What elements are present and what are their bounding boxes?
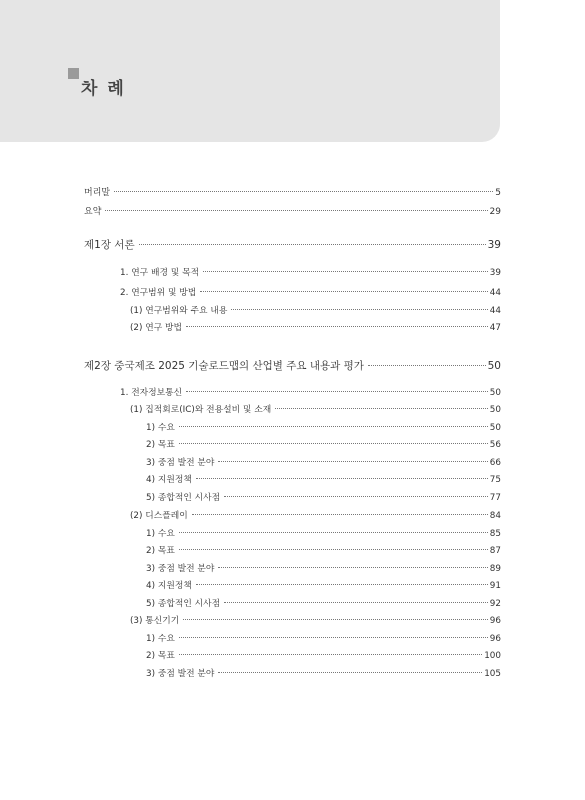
toc-entry-label: 5) 종합적인 시사점 [146, 599, 221, 609]
toc-chapter[interactable] [84, 358, 501, 373]
dot-leader [183, 619, 488, 620]
dot-leader [186, 326, 488, 327]
toc-entry-page: 91 [489, 581, 501, 591]
toc-entry-page: 44 [489, 288, 501, 298]
toc-entry-label: 2) 목표 [146, 440, 175, 450]
dot-leader [179, 654, 482, 655]
toc-entry-label: (2) 연구 방법 [130, 323, 183, 333]
toc-entry-label: 1) 수요 [146, 529, 175, 539]
toc-entry-label: 머리말 [84, 188, 111, 198]
toc-entry-page: 56 [489, 440, 501, 450]
toc-entry-label: 1. 연구 배경 및 목적 [120, 268, 200, 278]
dot-leader [192, 514, 488, 515]
toc-entry[interactable] [146, 420, 501, 433]
toc-entry-label: 1) 수요 [146, 634, 175, 644]
toc-entry-page: 5 [495, 188, 501, 198]
toc-entry-page: 66 [489, 458, 501, 468]
toc-entry-page: 29 [489, 207, 501, 217]
dot-leader [200, 291, 488, 292]
toc-entry-label: 3) 중점 발전 분야 [146, 669, 215, 679]
toc-entry-page: 44 [489, 306, 501, 316]
dot-leader [114, 191, 493, 192]
toc-entry[interactable] [146, 526, 501, 539]
toc-entry[interactable] [146, 472, 501, 485]
dot-leader [218, 567, 487, 568]
dot-leader [179, 532, 488, 533]
toc-entry-page: 84 [489, 511, 501, 521]
toc-entry-label: 5) 종합적인 시사점 [146, 493, 221, 503]
toc-entry-label: 제2장 중국제조 2025 기술로드맵의 산업별 주요 내용과 평가 [84, 360, 364, 372]
toc-entry[interactable] [146, 561, 501, 574]
toc-entry[interactable] [146, 578, 501, 591]
dot-leader [368, 365, 486, 366]
toc-entry[interactable] [130, 402, 501, 415]
dot-leader [196, 478, 488, 479]
dot-leader [186, 391, 488, 392]
toc-entry[interactable] [130, 508, 501, 521]
toc-entry-label: (1) 집적회로(IC)와 전용설비 및 소재 [130, 405, 272, 415]
toc-entry-page: 87 [489, 546, 501, 556]
dot-leader [139, 244, 486, 245]
toc-entry-label: 2) 목표 [146, 651, 175, 661]
toc-entry-label: 2. 연구범위 및 방법 [120, 288, 197, 298]
toc-entry-page: 39 [489, 268, 501, 278]
toc-entry-page: 50 [489, 405, 501, 415]
dot-leader [196, 584, 488, 585]
toc-entry-page: 100 [484, 651, 501, 661]
toc-entry[interactable] [84, 204, 501, 217]
dot-leader [224, 496, 488, 497]
toc-entry-page: 85 [489, 529, 501, 539]
toc-entry[interactable] [146, 631, 501, 644]
toc-entry[interactable] [120, 265, 501, 278]
toc-entry[interactable] [146, 455, 501, 468]
dot-leader [203, 271, 488, 272]
dot-leader [179, 443, 488, 444]
toc-entry[interactable] [146, 490, 501, 503]
toc-entry-page: 105 [484, 669, 501, 679]
toc-entry-label: 요약 [84, 207, 102, 217]
toc-entry-label: 3) 중점 발전 분야 [146, 564, 215, 574]
toc-entry-page: 75 [489, 475, 501, 485]
page-title: 차 례 [81, 79, 126, 99]
toc-entry[interactable] [146, 543, 501, 556]
toc-entry-page: 50 [489, 423, 501, 433]
toc-entry-label: (1) 연구범위와 주요 내용 [130, 306, 228, 316]
dot-leader [218, 461, 487, 462]
toc-entry-page: 96 [489, 616, 501, 626]
toc-entry-page: 50 [487, 360, 501, 372]
toc-entry[interactable] [146, 666, 501, 679]
toc-entry[interactable] [130, 613, 501, 626]
toc-entry-label: (3) 통신기기 [130, 616, 180, 626]
toc-entry[interactable] [146, 648, 501, 661]
toc-entry-page: 77 [489, 493, 501, 503]
toc-entry[interactable] [120, 385, 501, 398]
toc-entry-label: 1) 수요 [146, 423, 175, 433]
dot-leader [179, 549, 488, 550]
toc-entry-label: 2) 목표 [146, 546, 175, 556]
toc-entry[interactable] [120, 285, 501, 298]
dot-leader [275, 408, 488, 409]
toc-entry-label: (2) 디스플레이 [130, 511, 188, 521]
toc-entry[interactable] [146, 596, 501, 609]
dot-leader [179, 426, 488, 427]
toc-entry[interactable] [146, 437, 501, 450]
toc-entry-label: 3) 중점 발전 분야 [146, 458, 215, 468]
toc-entry-page: 96 [489, 634, 501, 644]
toc-entry[interactable] [130, 303, 501, 316]
toc-entry-label: 1. 전자정보통신 [120, 388, 183, 398]
dot-leader [224, 602, 488, 603]
toc-entry-page: 47 [489, 323, 501, 333]
toc-entry-page: 92 [489, 599, 501, 609]
toc-entry[interactable] [84, 185, 501, 198]
dot-leader [105, 210, 487, 211]
dot-leader [179, 637, 488, 638]
dot-leader [231, 309, 487, 310]
toc-entry-label: 4) 지원정책 [146, 581, 192, 591]
toc-entry-label: 제1장 서론 [84, 239, 135, 251]
toc-entry-page: 89 [489, 564, 501, 574]
dot-leader [218, 672, 482, 673]
toc-entry[interactable] [130, 320, 501, 333]
toc-entry-page: 50 [489, 388, 501, 398]
toc-entry-page: 39 [487, 239, 501, 251]
toc-entry-label: 4) 지원정책 [146, 475, 192, 485]
toc-chapter[interactable] [84, 237, 501, 252]
